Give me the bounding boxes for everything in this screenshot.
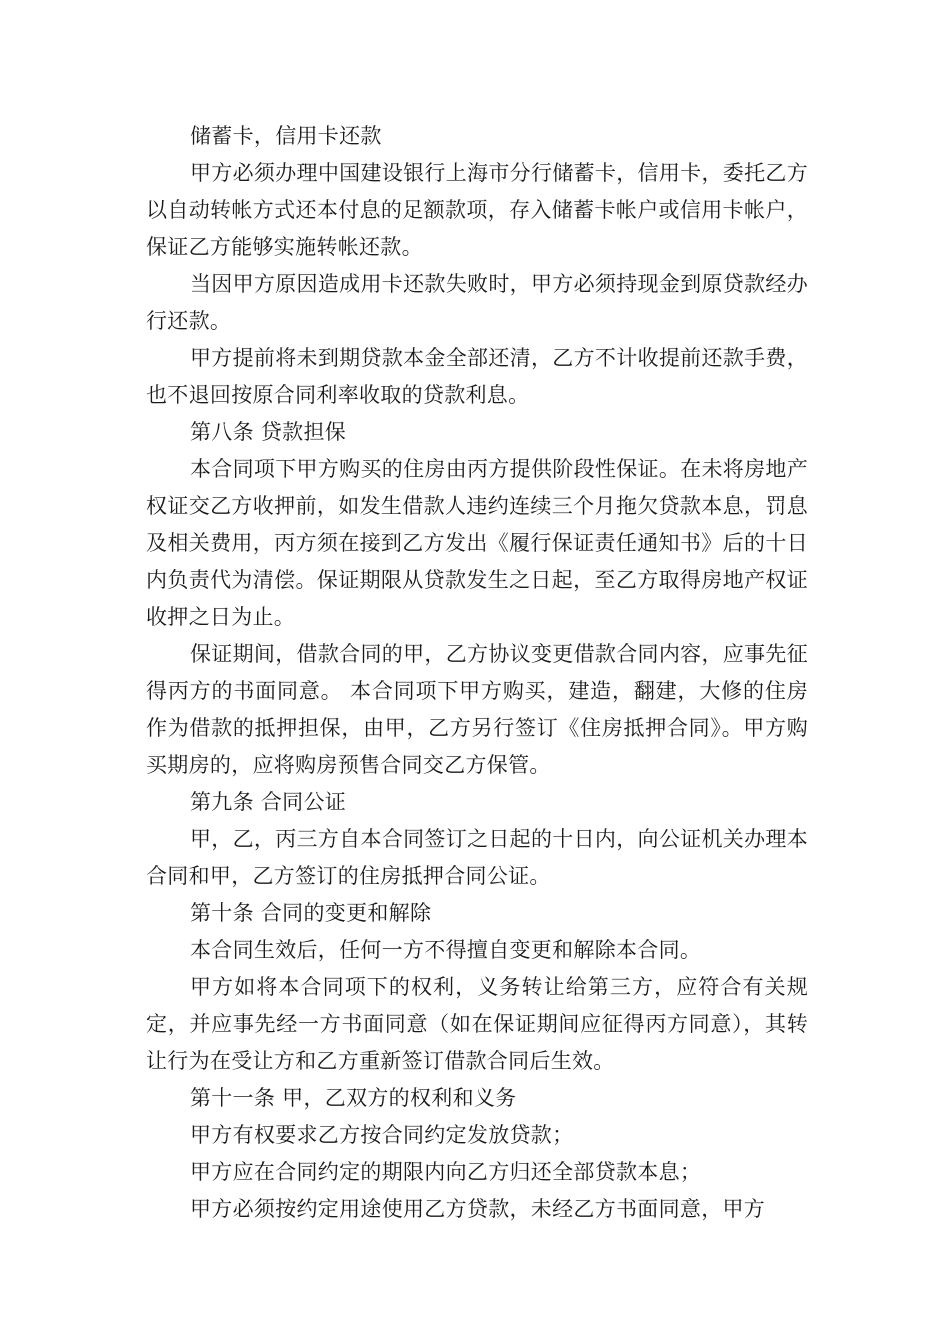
paragraph: 保证期间，借款合同的甲，乙方协议变更借款合同内容，应事先征得丙方的书面同意。 本合同项下甲方购买，建造，翻建，大修的住房作为借款的抵押担保，由甲，乙方另行签订《住房抵押合同》。甲方购买期房的，应将购房预售合同交乙方保管。 [146, 642, 808, 777]
section-heading: 第九条 合同公证 [190, 790, 347, 814]
section-heading: 第十条 合同的变更和解除 [190, 901, 432, 925]
paragraph: 甲方有权要求乙方按合同约定发放贷款； [190, 1123, 574, 1147]
paragraph: 甲方如将本合同项下的权利，义务转让给第三方，应符合有关规定，并应事先经一方书面同意（如在保证期间应征得丙方同意），其转让行为在受让方和乙方重新签订借款合同后生效。 [146, 975, 808, 1073]
paragraph: 甲方提前将未到期贷款本金全部还清，乙方不计收提前还款手费，也不退回按原合同利率收取的贷款利息。 [146, 346, 808, 407]
section-heading: 第八条 贷款担保 [190, 420, 347, 444]
paragraph: 甲方必须办理中国建设银行上海市分行储蓄卡，信用卡，委托乙方以自动转帐方式还本付息的足额款项，存入储蓄卡帐户或信用卡帐户，保证乙方能够实施转帐还款。 [146, 161, 808, 259]
paragraph: 甲，乙，丙三方自本合同签订之日起的十日内，向公证机关办理本合同和甲，乙方签订的住房抵押合同公证。 [146, 827, 808, 888]
paragraph: 本合同项下甲方购买的住房由丙方提供阶段性保证。在未将房地产权证交乙方收押前，如发生借款人违约连续三个月拖欠贷款本息，罚息及相关费用，丙方须在接到乙方发出《履行保证责任通知书》后的十日内负责代为清偿。保证期限从贷款发生之日起，至乙方取得房地产权证收押之日为止。 [146, 457, 808, 629]
paragraph: 甲方应在合同约定的期限内向乙方归还全部贷款本息； [190, 1160, 702, 1184]
paragraph: 当因甲方原因造成用卡还款失败时，甲方必须持现金到原贷款经办行还款。 [146, 272, 808, 333]
paragraph: 本合同生效后，任何一方不得擅自变更和解除本合同。 [190, 938, 702, 962]
document-page [146, 118, 808, 1228]
section-heading: 储蓄卡，信用卡还款 [190, 124, 382, 148]
paragraph: 甲方必须按约定用途使用乙方贷款，未经乙方书面同意，甲方 [190, 1197, 766, 1221]
section-heading: 第十一条 甲，乙双方的权利和义务 [190, 1086, 517, 1110]
